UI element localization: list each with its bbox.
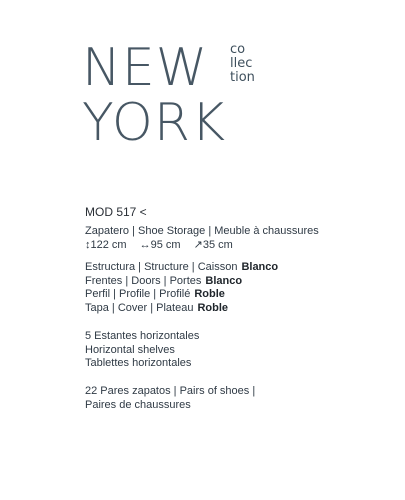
material-value: Roble bbox=[194, 288, 225, 300]
height-dimension: ↕122 cm bbox=[85, 238, 127, 251]
material-value: Blanco bbox=[241, 261, 279, 273]
material-label: Perfil | Profile | Profilé bbox=[85, 288, 191, 300]
dimensions bbox=[85, 239, 319, 253]
title-new: NEW bbox=[82, 38, 209, 98]
depth-dimension: ↗35 cm bbox=[193, 238, 233, 251]
shelves-line: 5 Estantes horizontales bbox=[85, 330, 200, 342]
product-type: Zapatero | Shoe Storage | Meuble à chaussures bbox=[85, 225, 319, 237]
collection-part: llec bbox=[230, 56, 253, 71]
material-label: Estructura | Structure | Caisson bbox=[85, 261, 238, 273]
model-number: MOD 517 < bbox=[85, 205, 147, 219]
shoes-capacity bbox=[85, 385, 255, 412]
shelves-line: Tablettes horizontales bbox=[85, 357, 192, 369]
shelves-line: Horizontal shelves bbox=[85, 343, 175, 356]
title-york: YORK bbox=[82, 93, 227, 153]
collection-label bbox=[230, 43, 255, 85]
material-row bbox=[85, 288, 278, 302]
width-dimension: ↔95 cm bbox=[139, 238, 181, 251]
shoes-line: Paires de chaussures bbox=[85, 398, 191, 411]
product-description bbox=[85, 225, 319, 252]
material-value: Blanco bbox=[205, 274, 243, 287]
material-row bbox=[85, 261, 278, 275]
collection-part: co bbox=[230, 42, 246, 57]
shoes-line: 22 Pares zapatos | Pairs of shoes | bbox=[85, 385, 256, 397]
material-row bbox=[85, 302, 278, 316]
material-row bbox=[85, 275, 278, 289]
material-label: Frentes | Doors | Portes bbox=[85, 274, 202, 287]
shelves-info bbox=[85, 330, 199, 371]
material-value: Roble bbox=[197, 301, 229, 314]
material-label: Tapa | Cover | Plateau bbox=[85, 301, 194, 314]
collection-part: tion bbox=[230, 70, 255, 85]
materials-list bbox=[85, 261, 278, 315]
